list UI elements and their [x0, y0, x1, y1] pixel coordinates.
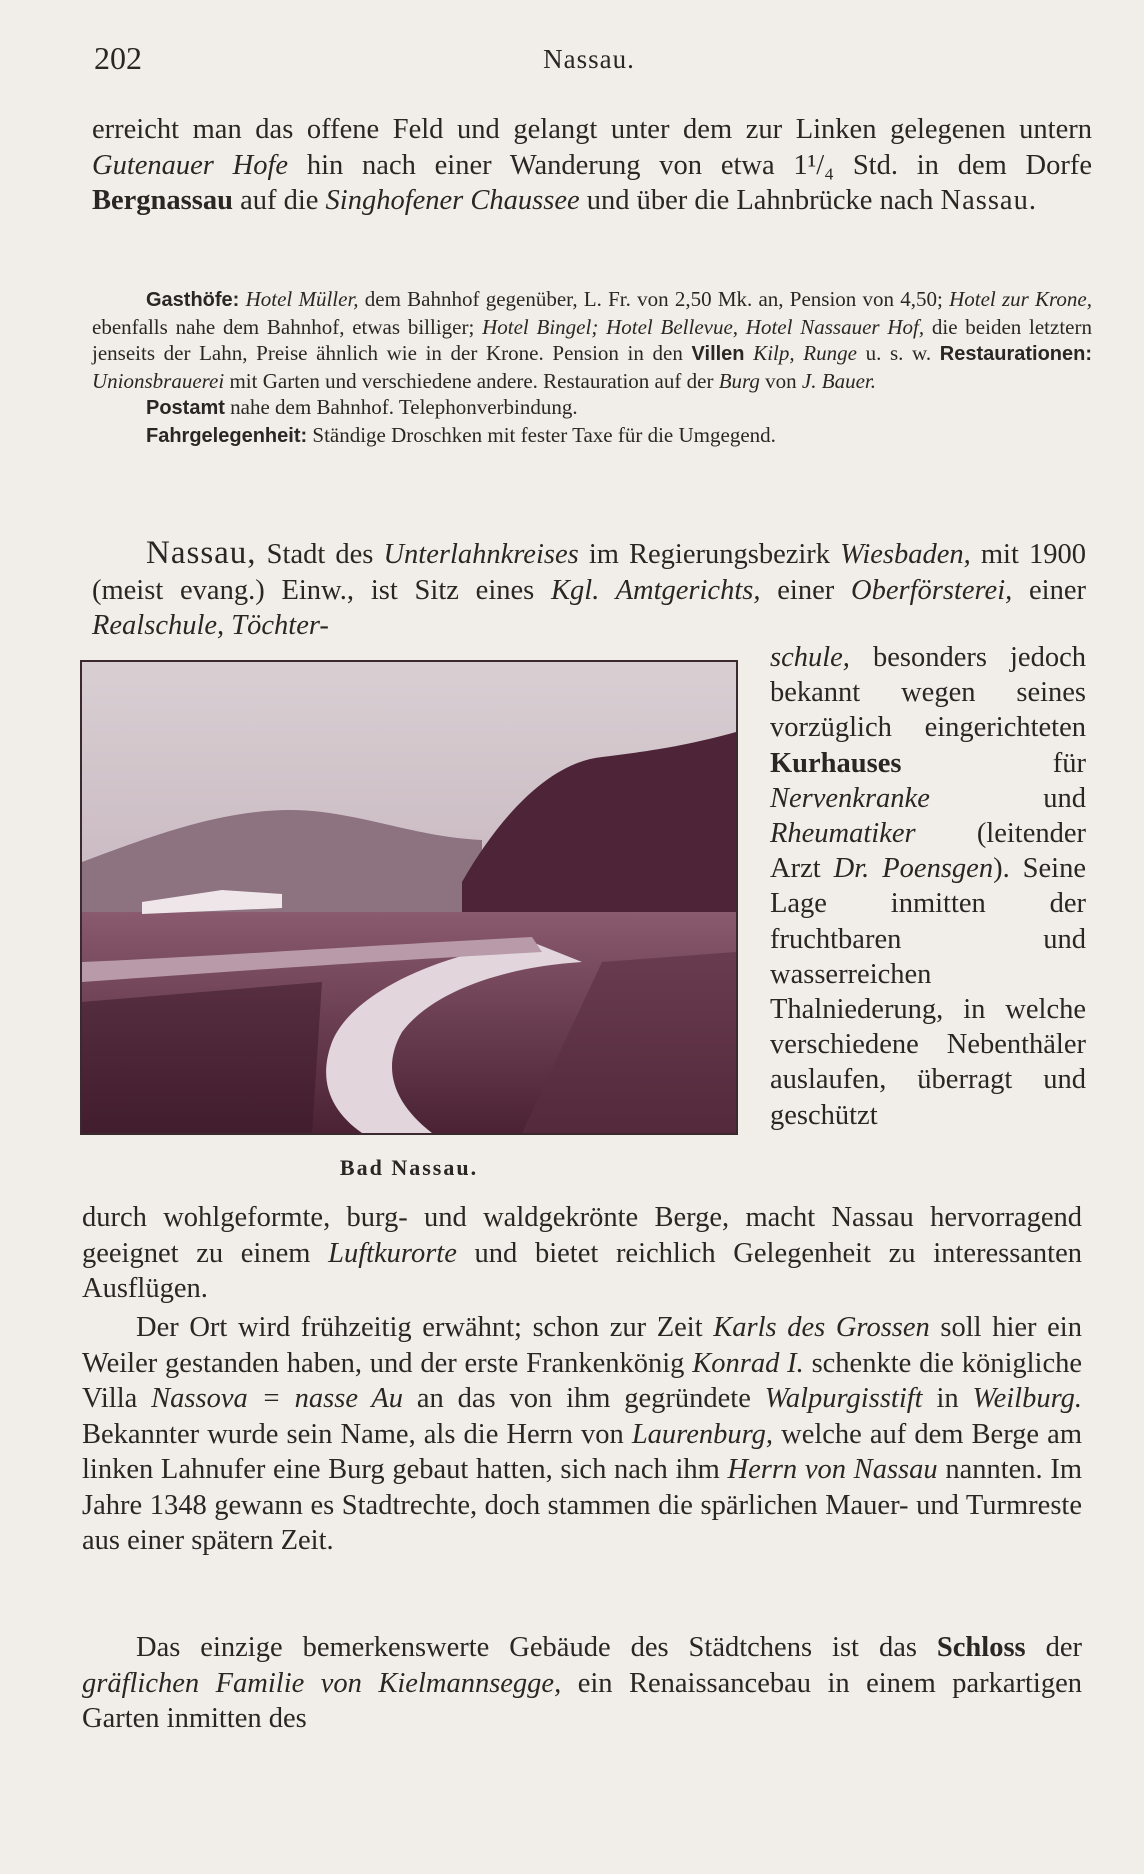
landscape-illustration [82, 662, 736, 1133]
main-paragraph: Nassau, Stadt des Unterlahnkreises im Regierungsbezirk Wiesbaden, mit 1900 (meist evang.) Einw., ist Sitz eines Kgl. Amtgerichts, einer Oberförsterei, einer Realschule, Töchter- [92, 535, 1086, 641]
schloss-paragraph: Das einzige bemerkenswerte Gebäude des Städtchens ist das Schloss der gräflichen Familie von Kielmannsegge, ein Renaissancebau in einem parkartigen Garten inmitten des [82, 1632, 1083, 1734]
info-gasthoefe: Gasthöfe: Hotel Müller, dem Bahnhof gegenüber, L. Fr. von 2,50 Mk. an, Pension von 4,50; Hotel zur Krone, ebenfalls nahe dem Bahnhof, etwas billiger; Hotel Bingel; Hotel Bellevue, Hotel Nassauer Hof, die beiden letztern jenseits der Lahn, Preise ähnlich wie in der Krone. Pension in den Villen Kilp, Runge u. s. w. Restaurationen: Unionsbrauerei mit Garten und verschiedene andere. Restauration auf der Burg von J. Bauer. [92, 287, 1093, 393]
intro-paragraph: erreicht man das offene Feld und gelangt unter dem zur Linken gelegenen untern Gutenauer Hofe hin nach einer Wanderung von etwa 1¹/₄ Std. in dem Dorfe Bergnassau auf die Singhofener Chaussee und über die Lahnbrücke nach Nassau. [92, 114, 1093, 216]
info-postamt: Postamt nahe dem Bahnhof. Telephonverbindung. [146, 395, 578, 419]
running-title: Nassau. [543, 44, 635, 74]
wrapped-text: schule, besonders jedoch bekannt wegen seines vorzüglich eingerichteten Kurhauses für Nervenkranke und Rheumatiker (leitender Arzt Dr. Poensgen). Seine Lage inmitten der fruchtbaren und wasserreichen Thalniederung, in welche verschiedene Nebenthäler auslaufen, überragt und geschützt [770, 642, 1087, 1131]
figure-caption: Bad Nassau. [339, 1155, 479, 1180]
continuation-paragraph: durch wohlgeformte, burg- und waldgekrönte Berge, macht Nassau hervorragend geeignet zu einem Luftkurorte und bietet reichlich Gelegenheit zu interessanten Ausflügen. [82, 1202, 1083, 1304]
page-number: 202 [94, 40, 142, 76]
page-header [94, 40, 1084, 80]
info-fahrgelegenheit: Fahrgelegenheit: Ständige Droschken mit fester Taxe für die Umgegend. [146, 422, 776, 447]
history-paragraph: Der Ort wird frühzeitig erwähnt; schon zur Zeit Karls des Grossen soll hier ein Weiler gestanden haben, und der erste Frankenkönig Konrad I. schenkte die königliche Villa Nassova = nasse Au an das von ihm gegründete Walpurgisstift in Weilburg. Bekannter wurde sein Name, als die Herrn von Laurenburg, welche auf dem Berge am linken Lahnufer eine Burg gebaut hatten, sich nach ihm Herrn von Nassau nannten. Im Jahre 1348 gewann es Stadtrechte, doch stammen die spärlichen Mauer- und Turmreste aus einer spätern Zeit. [82, 1312, 1083, 1556]
travel-info [92, 286, 1092, 449]
photo-bad-nassau [80, 660, 738, 1135]
